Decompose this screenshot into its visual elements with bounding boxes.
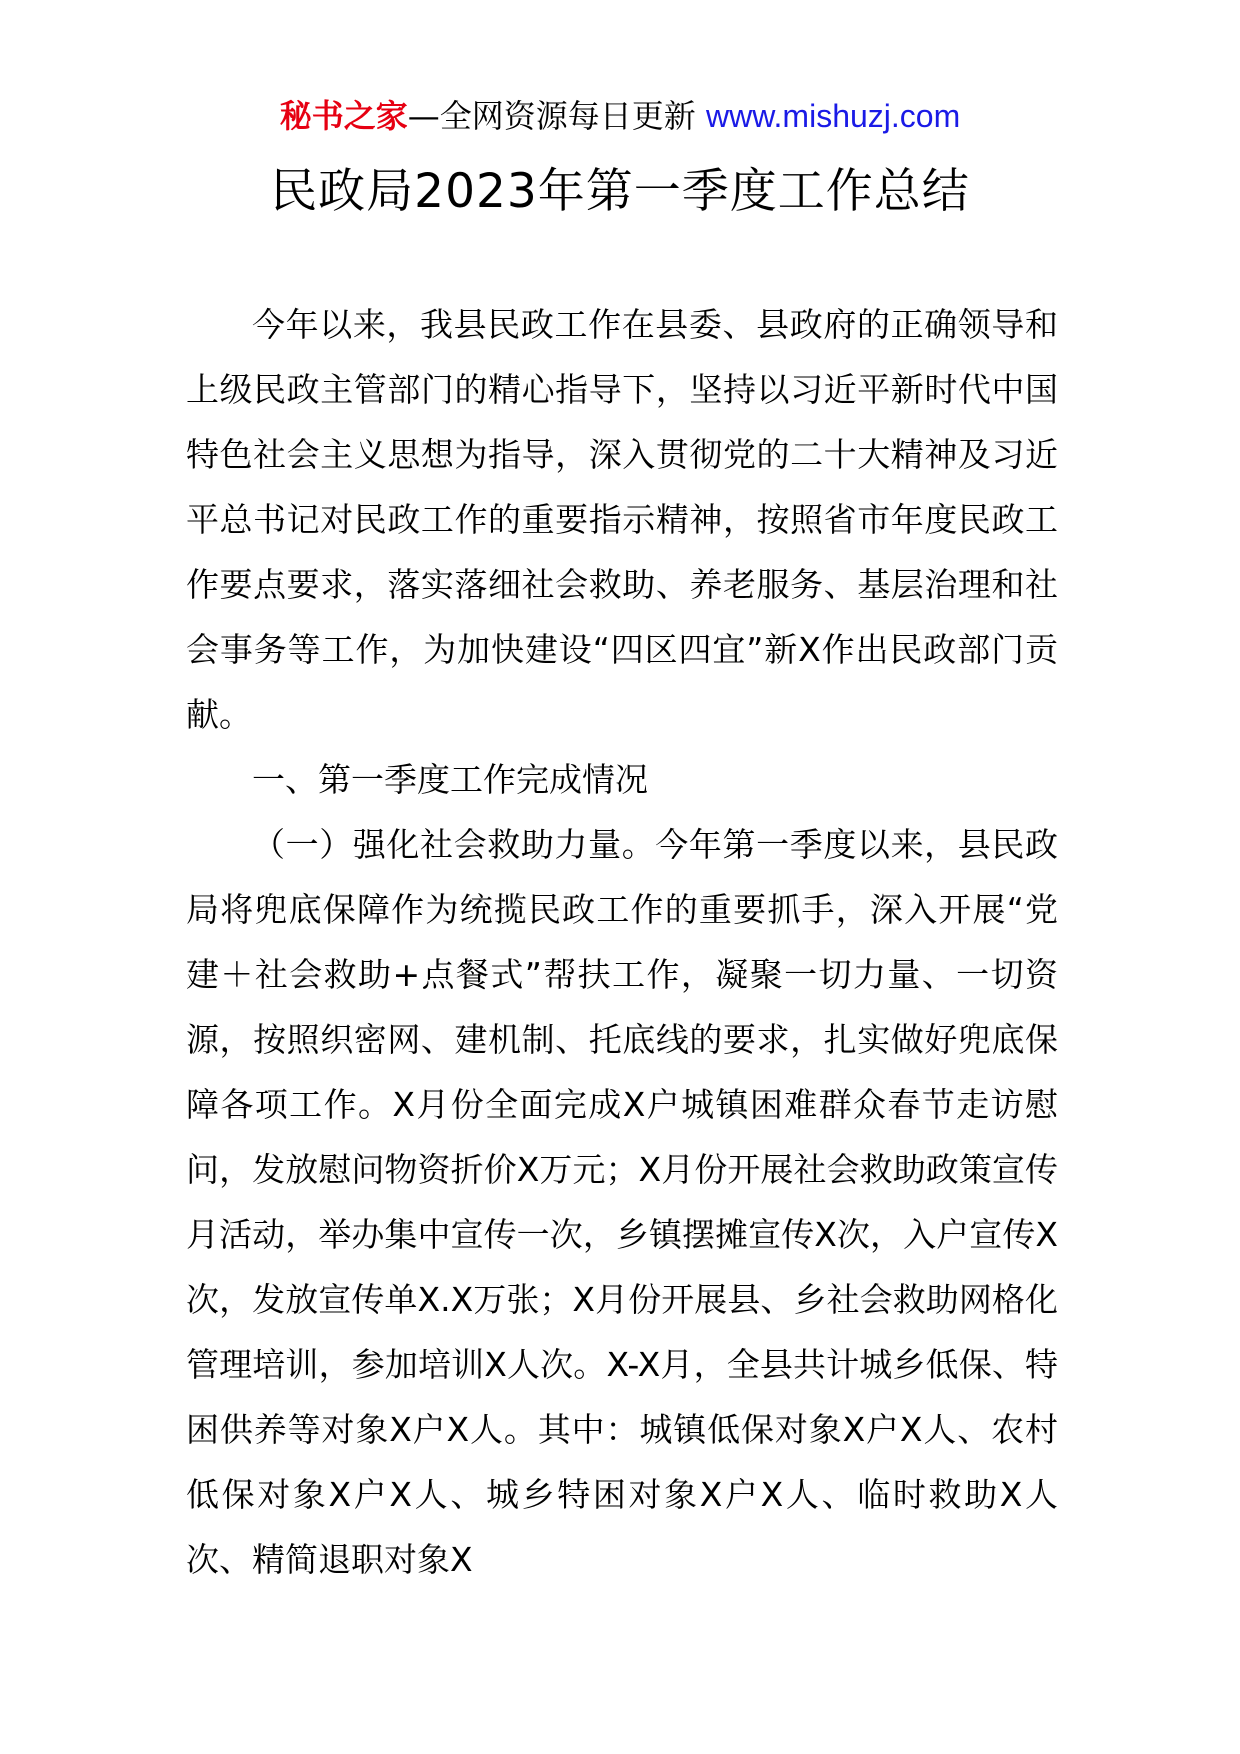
site-brand: 秘书之家 [279, 97, 408, 135]
document-body [186, 292, 1058, 1592]
body-paragraph: （一）强化社会救助力量。今年第一季度以来，县民政局将兜底保障作为统揽民政工作的重要抓手，深入开展“党建＋社会救助+点餐式”帮扶工作，凝聚一切力量、一切资源，按照织密网、建机制、托底线的要求，扎实做好兜底保障各项工作。X月份全面完成X户城镇困难群众春节走访慰问，发放慰问物资折价X万元；X月份开展社会救助政策宣传月活动，举办集中宣传一次，乡镇摆摊宣传X次，入户宣传X次，发放宣传单X.X万张；X月份开展县、乡社会救助网格化管理培训，参加培训X人次。X-X月，全县共计城乡低保、特困供养等对象X户X人。其中：城镇低保对象X户X人、农村低保对象X户X人、城乡特困对象X户X人、临时救助X人次、精简退职对象X [186, 825, 1058, 1579]
document-title: 民政局2023年第一季度工作总结 [270, 164, 970, 219]
site-header [0, 96, 1240, 136]
site-url-link[interactable]: www.mishuzj.com [705, 98, 961, 134]
section-heading: 一、第一季度工作完成情况 [252, 760, 648, 799]
intro-paragraph: 今年以来，我县民政工作在县委、县政府的正确领导和上级民政主管部门的精心指导下，坚持以习近平新时代中国特色社会主义思想为指导，深入贯彻党的二十大精神及习近平总书记对民政工作的重要指示精神，按照省市年度民政工作要点要求，落实落细社会救助、养老服务、基层治理和社会事务等工作，为加快建设“四区四宜”新X作出民政部门贡献。 [186, 305, 1058, 734]
site-slogan: —全网资源每日更新 [407, 97, 706, 135]
